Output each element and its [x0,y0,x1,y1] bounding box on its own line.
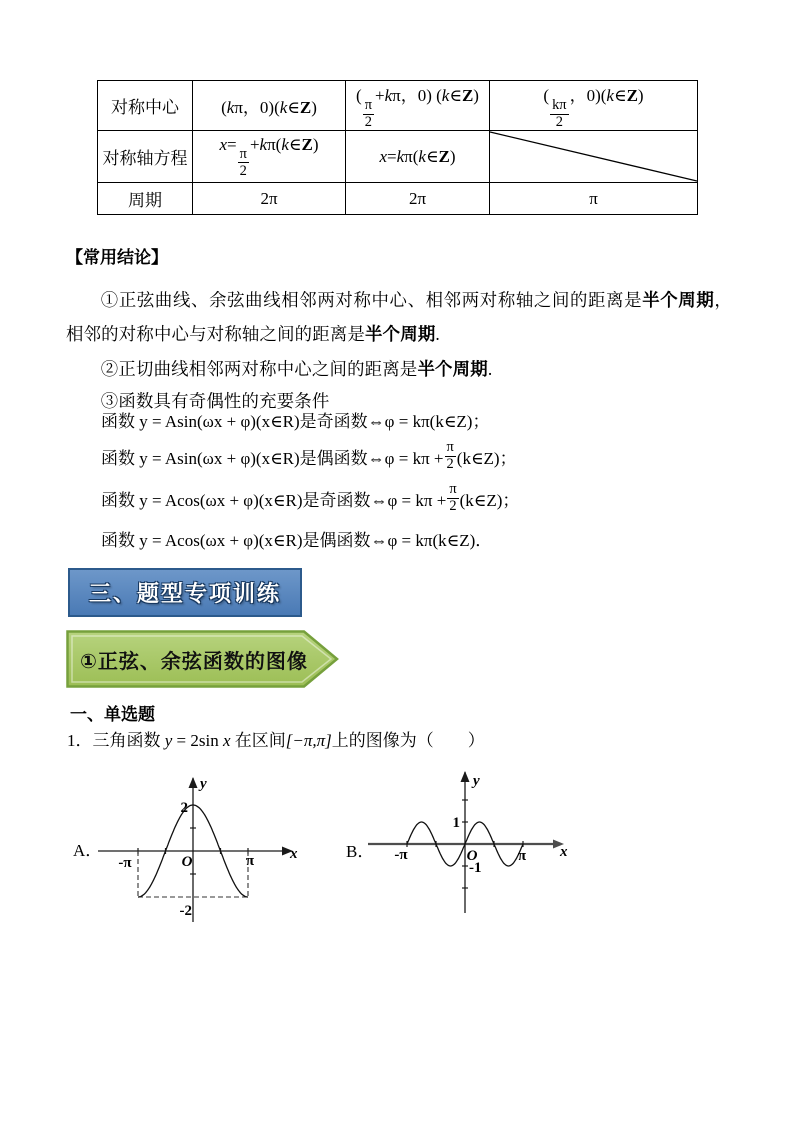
svg-text:O: O [181,854,193,870]
conclusion-item-3: ③函数具有奇偶性的充要条件 [100,391,330,411]
symmetry-table [97,80,698,215]
svg-text:-π: -π [394,847,408,863]
cell-cos-symmetry-center: ( $\frac{\pi}{2}$ +kπ，0) (k∈Z) [346,81,490,131]
svg-text:1: 1 [452,815,460,831]
svg-text:x: x [560,844,568,860]
question-group-heading: 一、单选题 [70,705,155,724]
section-banner [68,568,302,617]
cell-cos-axis-equation: x=kπ(k∈Z) [346,131,490,183]
subsection-arrow [66,630,340,688]
formula-line-4: 函数 y = Acos(ωx + φ)(x∈R)是偶函数⇔φ = kπ(k∈Z)． [101,530,493,550]
table-row [98,81,698,131]
formula-line-2: 函数 y = Asin(ωx + φ)(x∈R)是偶函数⇔φ = kπ + $\frac{\pi}{2}$ (k∈Z)； [101,438,517,472]
graph-option-a [95,768,305,928]
row-label-axis-equation: 对称轴方程 [98,131,193,183]
cell-sin-period: 2π [193,183,346,215]
section-banner-label: 三、题型专项训练 [88,581,281,606]
svg-text:O: O [466,848,478,864]
subsection-arrow-label: ①正弦、余弦函数的图像 [80,650,308,673]
svg-text:x: x [290,846,298,862]
graph-option-b [358,768,580,918]
conclusion-item-1: ①正弦曲线、余弦曲线相邻两对称中心、相邻两对称轴之间的距离是半个周期，相邻的对称中心与对称轴之间的距离是半个周期. [66,290,732,344]
svg-text:π: π [517,848,527,864]
row-label-period: 周期 [98,183,193,215]
diagonal-line [490,131,697,182]
svg-text:-1: -1 [469,860,482,876]
formula-line-3: 函数 y = Acos(ωx + φ)(x∈R)是奇函数⇔φ = kπ + $\frac{\pi}{2}$ (k∈Z)； [101,480,520,514]
svg-text:-π: -π [118,855,132,871]
conclusion-item-2: ②正切曲线相邻两对称中心之间的距离是半个周期. [100,359,493,379]
cell-cos-period: 2π [346,183,490,215]
svg-text:2: 2 [180,800,188,816]
formula-line-1: 函数 y = Asin(ωx + φ)(x∈R)是奇函数⇔φ = kπ(k∈Z)； [101,411,490,431]
svg-text:π: π [245,853,255,869]
row-label-symmetry-center: 对称中心 [98,81,193,131]
question-1-text: 1．三角函数 y = 2sin x 在区间[−π,π]上的图像为（ ） [67,731,485,750]
cell-tan-symmetry-center: ( $\frac{k\pi}{2}$ ，0)(k∈Z) [490,81,698,131]
table-row [98,131,698,183]
svg-text:-2: -2 [179,903,192,919]
svg-text:y: y [200,776,207,792]
cell-tan-axis-equation [490,131,698,183]
conclusions-heading: 【常用结论】 [66,248,168,267]
cell-sin-symmetry-center: (kπ，0)(k∈Z) [193,81,346,131]
option-b-label: B． [346,842,375,861]
option-a-label: A． [73,841,103,860]
table-row [98,183,698,215]
cell-sin-axis-equation: x= $\frac{\pi}{2}$ +kπ(k∈Z) [193,131,346,183]
cell-tan-period: π [490,183,698,215]
svg-text:y: y [473,773,480,789]
